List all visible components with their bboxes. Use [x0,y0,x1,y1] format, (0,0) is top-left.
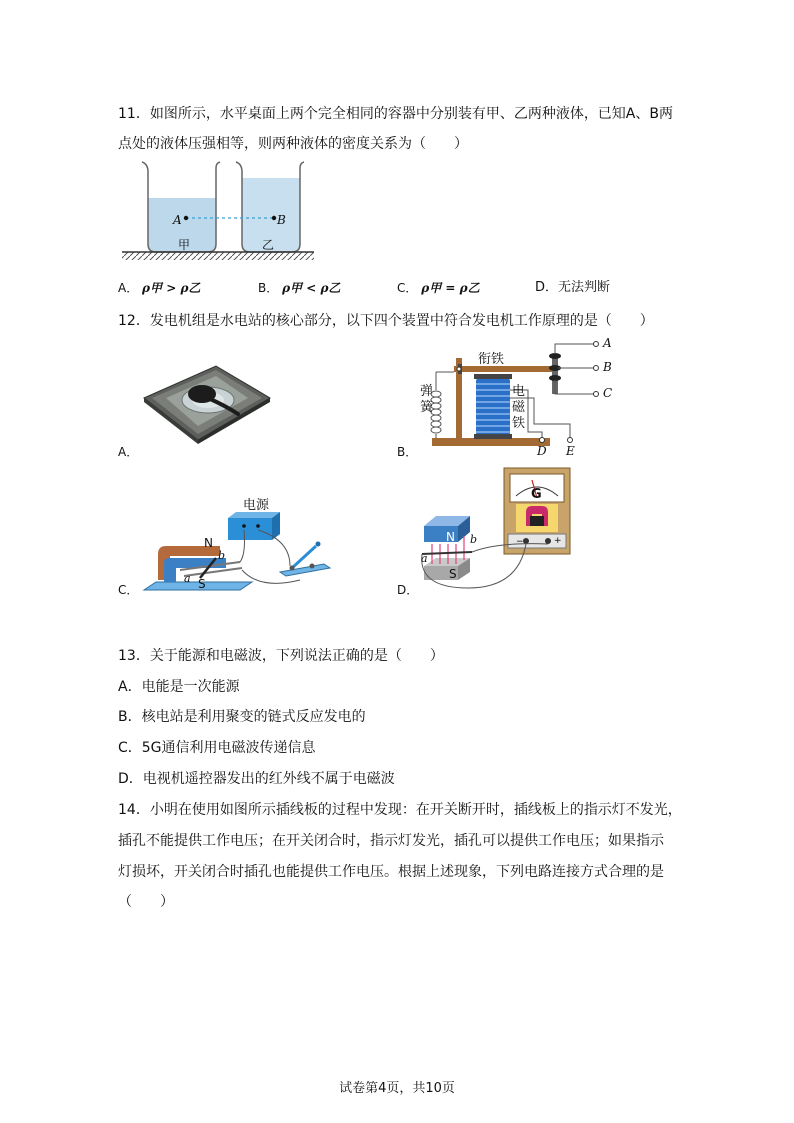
q12-option-a[interactable]: A． [118,445,139,459]
relay-terminal-b: B [603,360,612,374]
q14-stem-line1: 14．小明在使用如图所示插线板的过程中发现：在开关断开时，插线板上的指示灯不发光， [118,802,682,818]
q11-option-c[interactable] [397,280,480,296]
q11-label-yi: 乙 [262,238,275,252]
relay-electromagnet-label: 电磁铁 [512,384,526,431]
q12-option-d[interactable]: D． [397,583,419,597]
q11-label-b: B [277,213,286,227]
page-footer: 试卷第4页，共10页 [339,1081,455,1096]
q11-option-a-text: ρ甲 > ρ乙 [142,281,201,295]
generator-b-label: b [470,533,478,546]
q11-containers-figure [118,160,318,262]
relay-terminal-c: C [603,386,613,400]
q14-stem-line3: 灯损坏，开关闭合时插孔也能提供工作电压。根据上述现象，下列电路连接方式合理的是 [118,864,664,880]
relay-terminal-e: E [566,444,575,458]
q13-stem: 13．关于能源和电磁波，下列说法正确的是（ ） [118,648,444,664]
generator-plus-label: + [554,536,562,546]
q11-option-c-text: ρ甲 = ρ乙 [421,281,480,295]
q11-option-c-letter: C． [397,281,418,295]
q12-stem: 12．发电机组是水电站的核心部分，以下四个装置中符合发电机工作原理的是（ ） [118,313,654,329]
relay-armature-label: 衔铁 [478,352,505,367]
relay-terminal-a: A [603,336,612,350]
q11-label-jia: 甲 [178,238,191,252]
q11-option-d[interactable] [535,280,610,296]
q11-option-b[interactable] [258,280,340,296]
q11-option-d-letter: D． [535,280,559,295]
motor-s-label: S [198,577,206,591]
q12-generator-figure [418,466,578,594]
q11-option-a-letter: A． [118,281,139,295]
motor-n-label: N [204,536,213,550]
q12-compass-figure [138,356,274,446]
motor-a-label: a [184,572,191,585]
relay-spring-label: 弹簧 [420,384,434,415]
q11-option-b-letter: B． [258,281,279,295]
q11-label-a: A [173,213,182,227]
generator-minus-label: − [516,537,524,547]
generator-n-label: N [446,530,455,544]
relay-terminal-d: D [537,444,547,458]
q12-option-b[interactable]: B． [397,445,418,459]
motor-power-label: 电源 [243,498,270,513]
q11-option-d-text: 无法判断 [558,280,611,295]
q11-option-a[interactable] [118,280,200,296]
q13-option-c[interactable]: C．5G通信利用电磁波传递信息 [118,740,316,756]
q11-stem-line1: 11．如图所示，水平桌面上两个完全相同的容器中分别装有甲、乙两种液体，已知A、B两 [118,106,673,122]
q13-option-a[interactable]: A．电能是一次能源 [118,679,240,695]
motor-b-label: b [218,549,226,562]
q14-stem-line4: （ ） [118,894,174,910]
generator-g-label: G [531,487,542,502]
q13-option-b[interactable]: B．核电站是利用聚变的链式反应发电的 [118,709,366,725]
q11-option-b-text: ρ甲 < ρ乙 [282,281,341,295]
generator-s-label: S [449,567,457,581]
q11-stem-line2: 点处的液体压强相等，则两种液体的密度关系为（ ） [118,136,468,152]
point-b-marker [272,216,276,220]
q12-motor-figure [140,510,340,596]
point-a-marker [184,216,188,220]
generator-a-label: a [421,552,428,565]
q12-option-c[interactable]: C． [118,583,139,597]
q14-stem-line2: 插孔不能提供工作电压；在开关闭合时，指示灯发光，插孔可以提供工作电压；如果指示 [118,833,664,849]
q13-option-d[interactable]: D．电视机遥控器发出的红外线不属于电磁波 [118,771,395,787]
